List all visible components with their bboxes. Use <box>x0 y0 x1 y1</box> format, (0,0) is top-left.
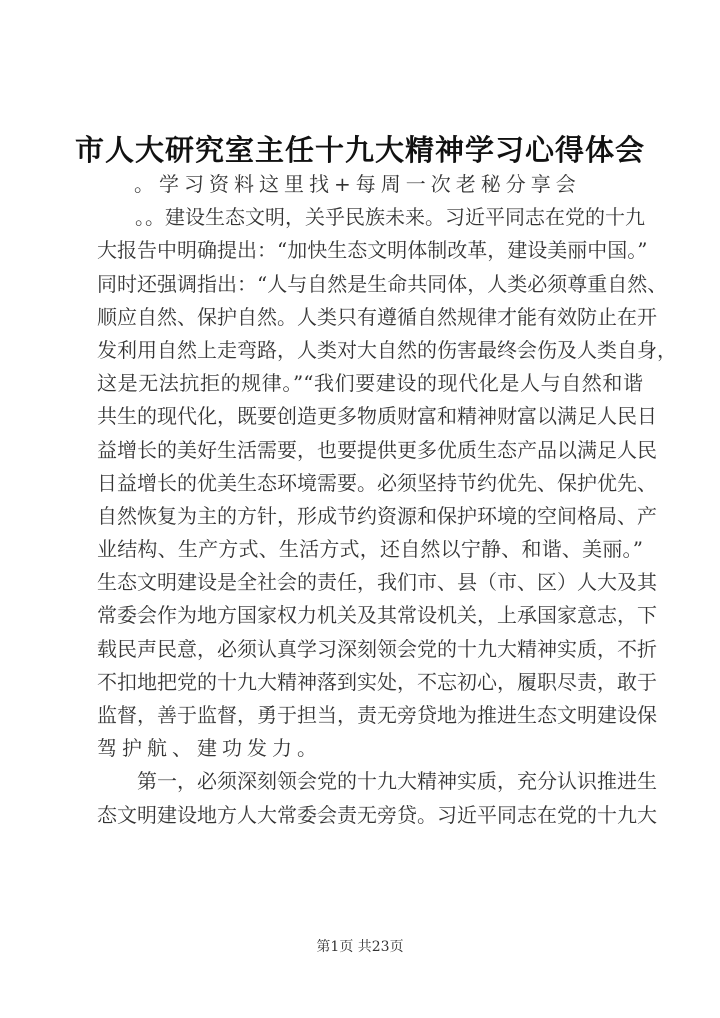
paragraph-line: 驾护航、建功发力。 <box>97 736 322 761</box>
paragraph-line: 顺应自然、保护自然。人类只有遵循自然规律才能有效防止在开 <box>97 304 657 329</box>
paragraph-line: 监督，善于监督，勇于担当，责无旁贷地为推进生态文明建设保 <box>97 703 657 727</box>
document-body <box>97 168 677 832</box>
paragraph-line: 业结构、生产方式、生活方式，还自然以宁静、和谐、美丽。” <box>97 537 643 562</box>
page-number-footer: 第1页 共23页 <box>316 939 404 955</box>
paragraph-line: 。学习资料这里找+每周一次老秘分享会 <box>134 172 581 196</box>
paragraph-line: 同时还强调指出：“人与自然是生命共同体，人类必须尊重自然、 <box>97 271 668 296</box>
paragraph-line: 益增长的美好生活需要，也要提供更多优质生态产品以满足人民 <box>97 437 657 462</box>
paragraph-line: 不扣地把党的十九大精神落到实处，不忘初心，履职尽责，敢于 <box>97 669 657 694</box>
paragraph-line: 大报告中明确提出：“加快生态文明体制改革，建设美丽中国。” <box>97 238 648 263</box>
paragraph-line: 载民声民意，必须认真学习深刻领会党的十九大精神实质，不折 <box>97 636 657 661</box>
paragraph-line: 共生的现代化，既要创造更多物质财富和精神财富以满足人民日 <box>97 404 657 429</box>
paragraph-line: 第一，必须深刻领会党的十九大精神实质，充分认识推进生 <box>137 769 657 794</box>
paragraph-line: 日益增长的优美生态环境需要。必须坚持节约优先、保护优先、 <box>97 470 657 495</box>
paragraph-line: 。。建设生态文明，关乎民族未来。习近平同志在党的十九 <box>135 205 645 230</box>
paragraph-line: 生态文明建设是全社会的责任，我们市、县（市、区）人大及其 <box>97 570 657 595</box>
paragraph-line: 态文明建设地方人大常委会责无旁贷。习近平同志在党的十九大 <box>97 802 657 827</box>
paragraph-line: 自然恢复为主的方针，形成节约资源和保护环境的空间格局、产 <box>97 503 657 528</box>
paragraph-line: 这是无法抗拒的规律。”“我们要建设的现代化是人与自然和谐 <box>97 371 643 396</box>
document-title: 市人大研究室主任十九大精神学习心得体会 <box>74 133 645 167</box>
paragraph-line: 发利用自然上走弯路，人类对大自然的伤害最终会伤及人类自身， <box>97 337 677 362</box>
paragraph-line: 常委会作为地方国家权力机关及其常设机关，上承国家意志，下 <box>97 603 657 628</box>
